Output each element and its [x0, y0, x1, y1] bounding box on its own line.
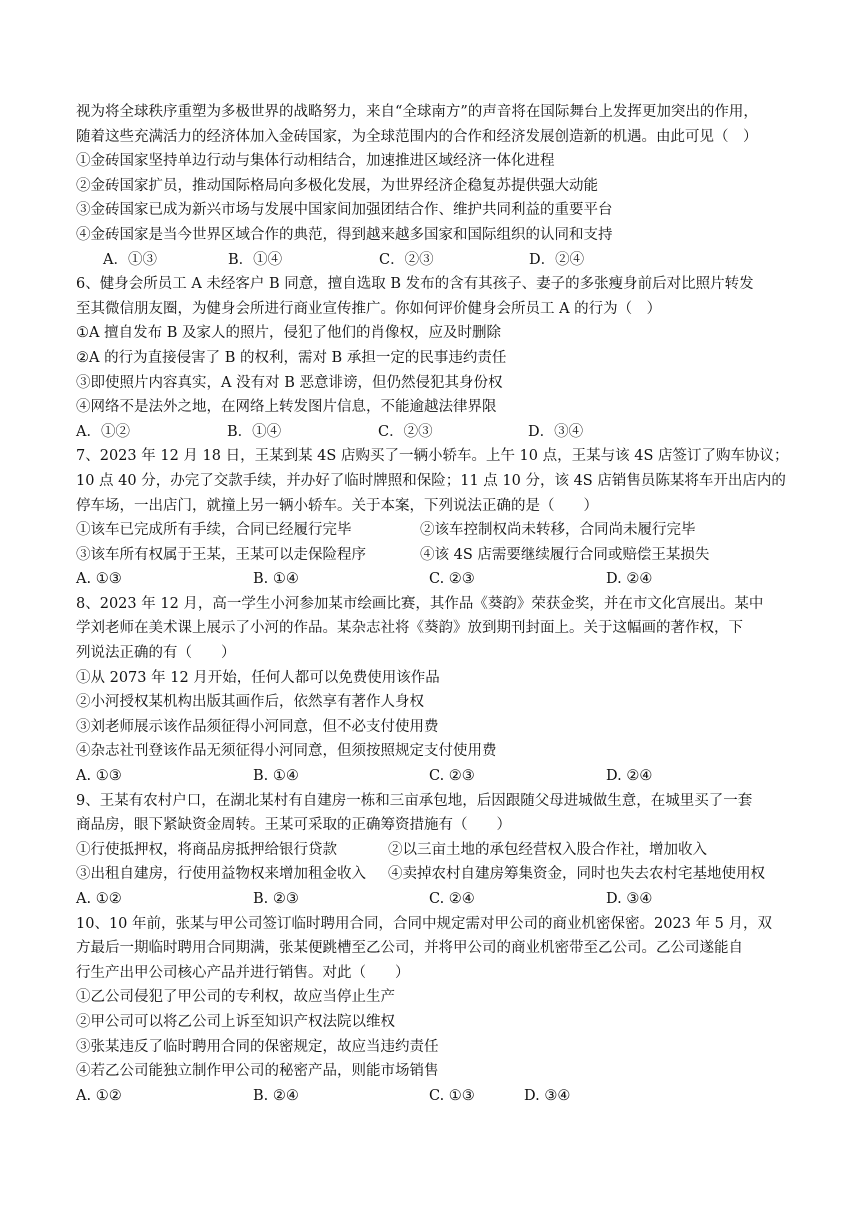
option-c: C．②③	[378, 423, 433, 440]
option-c: C. ①③	[429, 1087, 475, 1104]
answer-options	[76, 887, 786, 912]
statement-3: ③张某违反了临时聘用合同的保密规定，故应当违约责任	[76, 1038, 439, 1055]
option-b: B．①④	[227, 423, 282, 440]
statement-4: ④金砖国家是当今世界区域合作的典范，得到越来越多国家和国际组织的认同和支持	[76, 226, 613, 243]
question-stem-line: 至其微信朋友圈，为健身会所进行商业宣传推广。你如何评价健身会所员工 A 的行为（ ）	[76, 300, 662, 317]
option-d: D. ③④	[606, 891, 653, 907]
question-stem-line: 学刘老师在美术课上展示了小河的作品。某杂志社将《葵韵》放到期刊封面上。关于这幅画的著作权，下	[76, 620, 743, 637]
statement-1: ①行使抵押权，将商品房抵押给银行贷款	[76, 841, 337, 858]
question-stem-line: 6、健身会所员工 A 未经客户 B 同意，擅自选取 B 发布的含有其孩子、妻子的多张瘦身前后对比照片转发	[76, 276, 754, 293]
option-c: C. ②④	[429, 891, 475, 907]
question-stem-line: 9、王某有农村户口，在湖北某村有自建房一栋和三亩承包地，后因跟随父母进城做生意，在城里买了一套	[76, 792, 753, 809]
statement-1: ①金砖国家坚持单边行动与集体行动相结合，加速推进区域经济一体化进程	[76, 153, 555, 170]
statement-1: ①A 擅自发布 B 及家人的照片，侵犯了他们的肖像权，应及时删除	[76, 325, 501, 342]
option-c: C. ②③	[429, 571, 475, 588]
option-a: A. ①③	[76, 571, 122, 588]
question-7	[76, 444, 789, 592]
answer-options	[76, 567, 786, 592]
statement-3: ③金砖国家已成为新兴市场与发展中国家间加强团结合作、维护共同利益的重要平台	[76, 202, 613, 219]
statement-2: ②以三亩土地的承包经营权入股合作社，增加收入	[388, 841, 707, 858]
question-stem-line: 行生产出甲公司核心产品并进行销售。对此（ ）	[76, 964, 410, 981]
option-a: A. ①②	[76, 1087, 122, 1104]
question-9	[76, 789, 786, 912]
answer-options	[76, 764, 786, 789]
statement-3: ③刘老师展示该作品须征得小河同意，但不必支付使用费	[76, 718, 439, 735]
question-stem-line: 随着这些充满活力的经济体加入金砖国家，为全球范围内的合作和经济发展创造新的机遇。由此可见（ ）	[76, 128, 758, 145]
statement-row	[76, 862, 786, 887]
statement-2: ②该车控制权尚未转移，合同尚未履行完毕	[420, 522, 696, 539]
statement-row	[76, 838, 786, 863]
statement-4: ④杂志社刊登该作品无须征得小河同意，但须按照规定支付使用费	[76, 743, 497, 760]
option-a: A. ①③	[76, 768, 122, 785]
statement-row	[76, 543, 786, 568]
question-10	[76, 912, 786, 1109]
statement-4: ④该 4S 店需要继续履行合同或赔偿王某损失	[420, 546, 710, 563]
question-stem-line: 视为将全球秩序重塑为多极世界的战略努力，来自“全球南方”的声音将在国际舞台上发挥更加突出的作用，	[76, 104, 758, 120]
statement-1: ①该车已完成所有手续，合同已经履行完毕	[76, 522, 352, 539]
question-8	[76, 592, 786, 789]
option-d: D. ②④	[606, 768, 653, 785]
option-a: A. ①②	[76, 891, 122, 907]
option-b: B. ②④	[253, 1087, 299, 1104]
statement-3: ③即使照片内容真实，A 没有对 B 恶意诽谤，但仍然侵犯其身份权	[76, 374, 503, 391]
option-d: D. ②④	[606, 571, 653, 588]
option-c: C. ②③	[429, 768, 475, 785]
option-b: B. ①④	[253, 768, 299, 785]
option-a: A．①③	[103, 251, 157, 268]
question-stem-line: 7、2023 年 12 月 18 日，王某到某 4S 店购买了一辆小轿车。上午 10 点，王某与该 4S 店签订了购车协议；	[76, 448, 789, 465]
question-5	[76, 100, 786, 272]
answer-options	[76, 1084, 786, 1109]
question-stem-line: 停车场，一出店门，就撞上另一辆小轿车。关于本案，下列说法正确的是（ ）	[76, 497, 598, 514]
statement-1: ①乙公司侵犯了甲公司的专利权，故应当停止生产	[76, 989, 395, 1006]
question-stem-line: 10、10 年前，张某与甲公司签订临时聘用合同，合同中规定需对甲公司的商业机密保密。2023 年 5 月，双	[76, 915, 772, 932]
question-6	[76, 272, 786, 444]
answer-options	[76, 248, 786, 273]
statement-3: ③该车所有权属于王某，王某可以走保险程序	[76, 546, 366, 563]
option-b: B. ①④	[253, 571, 299, 588]
question-stem-line: 商品房，眼下紧缺资金周转。王某可采取的正确筹资措施有（ ）	[76, 817, 511, 834]
statement-4: ④若乙公司能独立制作甲公司的秘密产品，则能市场销售	[76, 1063, 439, 1080]
question-stem-line: 方最后一期临时聘用合同期满，张某便跳槽至乙公司，并将甲公司的商业机密带至乙公司。乙公司遂能自	[76, 940, 743, 957]
question-stem-line: 8、2023 年 12 月，高一学生小河参加某市绘画比赛，其作品《葵韵》荣获金奖，并在市文化宫展出。某中	[76, 595, 764, 612]
answer-options	[76, 420, 786, 445]
option-c: C．②③	[379, 251, 434, 268]
statement-2: ②金砖国家扩员，推动国际格局向多极化发展，为世界经济企稳复苏提供强大动能	[76, 177, 598, 194]
statement-2: ②A 的行为直接侵害了 B 的权利，需对 B 承担一定的民事违约责任	[76, 349, 507, 366]
statement-3: ③出租自建房，行使用益物权来增加租金收入	[76, 866, 366, 883]
option-b: B. ②③	[253, 891, 299, 907]
question-stem-line: 列说法正确的有（ ）	[76, 645, 236, 662]
option-d: D．②④	[529, 251, 585, 268]
question-stem-line: 10 点 40 分，办完了交款手续，并办好了临时牌照和保险；11 点 10 分，该 4S 店销售员陈某将车开出店内的	[76, 472, 786, 489]
option-d: D．③④	[528, 423, 584, 440]
option-a: A．①②	[76, 423, 130, 440]
statement-2: ②甲公司可以将乙公司上诉至知识产权法院以维权	[76, 1013, 395, 1030]
statement-1: ①从 2073 年 12 月开始，任何人都可以免费使用该作品	[76, 669, 440, 686]
option-d: D. ③④	[524, 1087, 571, 1104]
statement-4: ④卖掉农村自建房筹集资金，同时也失去农村宅基地使用权	[388, 866, 765, 883]
statement-row	[76, 518, 786, 543]
statement-4: ④网络不是法外之地，在网络上转发图片信息，不能逾越法律界限	[76, 399, 497, 416]
statement-2: ②小河授权某机构出版其画作后，依然享有著作人身权	[76, 694, 424, 711]
option-b: B．①④	[228, 251, 283, 268]
question-content	[76, 100, 789, 1108]
